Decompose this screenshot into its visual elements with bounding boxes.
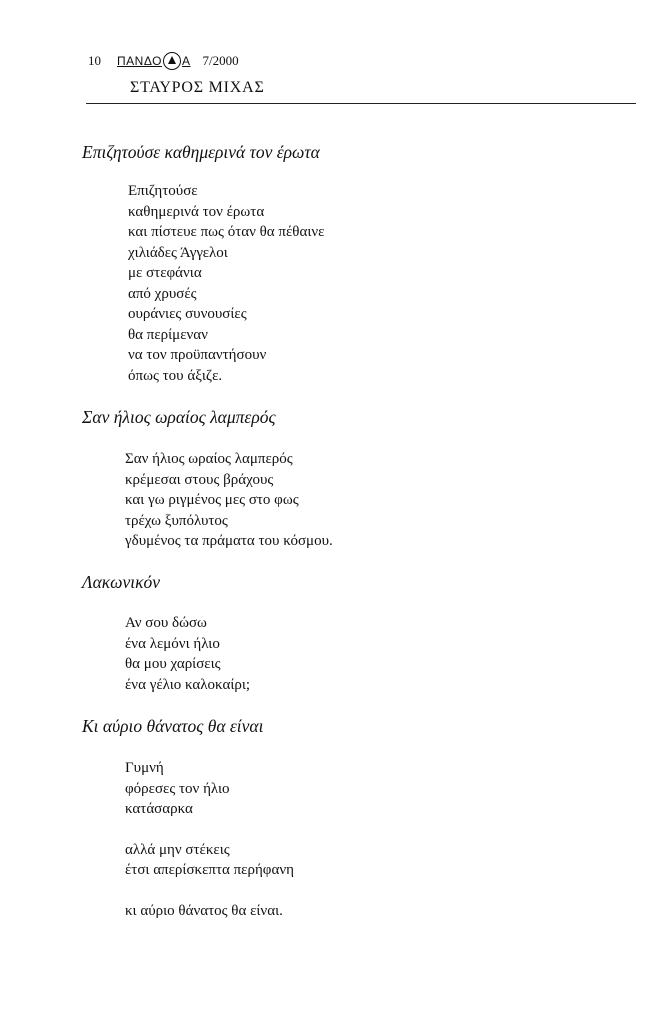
- poem-line: θα μου χαρίσεις: [125, 656, 221, 672]
- poem-line: και γω ριγμένος μες στο φως: [125, 492, 299, 508]
- poem-line: Αν σου δώσω: [125, 615, 207, 631]
- poem-line: κρέμεσαι στους βράχους: [125, 471, 274, 488]
- poem-body: [125, 758, 294, 921]
- stanza-break: [125, 881, 294, 901]
- stanza-break: [125, 820, 294, 840]
- poem-line: θα περίμεναν: [128, 326, 208, 343]
- poem-title: Λακωνικόν: [82, 572, 161, 592]
- issue-date: 7/2000: [202, 53, 239, 68]
- poem-line: και πίστευε πως όταν θα πέθαινε: [128, 224, 325, 240]
- poem-line: τρέχω ξυπόλυτος: [125, 512, 228, 529]
- poem-line: ένα γέλιο καλοκαίρι;: [125, 676, 251, 693]
- poem-body: [125, 613, 250, 695]
- poem-line: με στεφάνια: [128, 265, 202, 281]
- journal-name: [117, 52, 190, 70]
- poem-line: αλλά μην στέκεις: [125, 841, 230, 858]
- poem-title: Σαν ήλιος ωραίος λαμπερός: [82, 407, 276, 427]
- poem-line: έτσι απερίσκεπτα περήφανη: [125, 862, 294, 878]
- poem-line: να τον προϋπαντήσουν: [128, 347, 267, 363]
- journal-name-left: ΠΑΝΔΟ: [117, 54, 162, 68]
- poem-line: Επιζητούσε: [128, 183, 198, 199]
- poem-title: Επιζητούσε καθημερινά τον έρωτα: [82, 142, 320, 162]
- poem-line: κι αύριο θάνατος θα είναι.: [125, 902, 283, 919]
- poem-line: από χρυσές: [128, 285, 197, 302]
- poem-line: κατάσαρκα: [125, 801, 193, 817]
- poem-line: καθημερινά τον έρωτα: [128, 203, 265, 220]
- header-divider: [86, 103, 636, 104]
- author-name: ΣΤΑΥΡΟΣ ΜΙΧΑΣ: [130, 79, 265, 96]
- poem-line: Γυμνή: [125, 760, 164, 776]
- poem-line: γδυμένος τα πράματα του κόσμου.: [125, 533, 333, 549]
- poem-line: Σαν ήλιος ωραίος λαμπερός: [125, 451, 293, 467]
- journal-name-right: Α: [181, 54, 191, 68]
- poem-title: Κι αύριο θάνατος θα είναι: [82, 716, 264, 736]
- poem-body: [125, 449, 333, 552]
- poem-line: όπως του άξιζε.: [128, 367, 223, 384]
- poem-line: χιλιάδες Άγγελοι: [128, 244, 228, 261]
- poem-line: ουράνιες συνουσίες: [128, 306, 247, 322]
- running-header: [88, 50, 239, 72]
- poem-line: ένα λεμόνι ήλιο: [125, 635, 220, 652]
- journal-logo-icon: [163, 52, 181, 70]
- page-number: 10: [88, 53, 101, 68]
- poem-body: [128, 181, 324, 386]
- poem-line: φόρεσες τον ήλιο: [125, 780, 230, 797]
